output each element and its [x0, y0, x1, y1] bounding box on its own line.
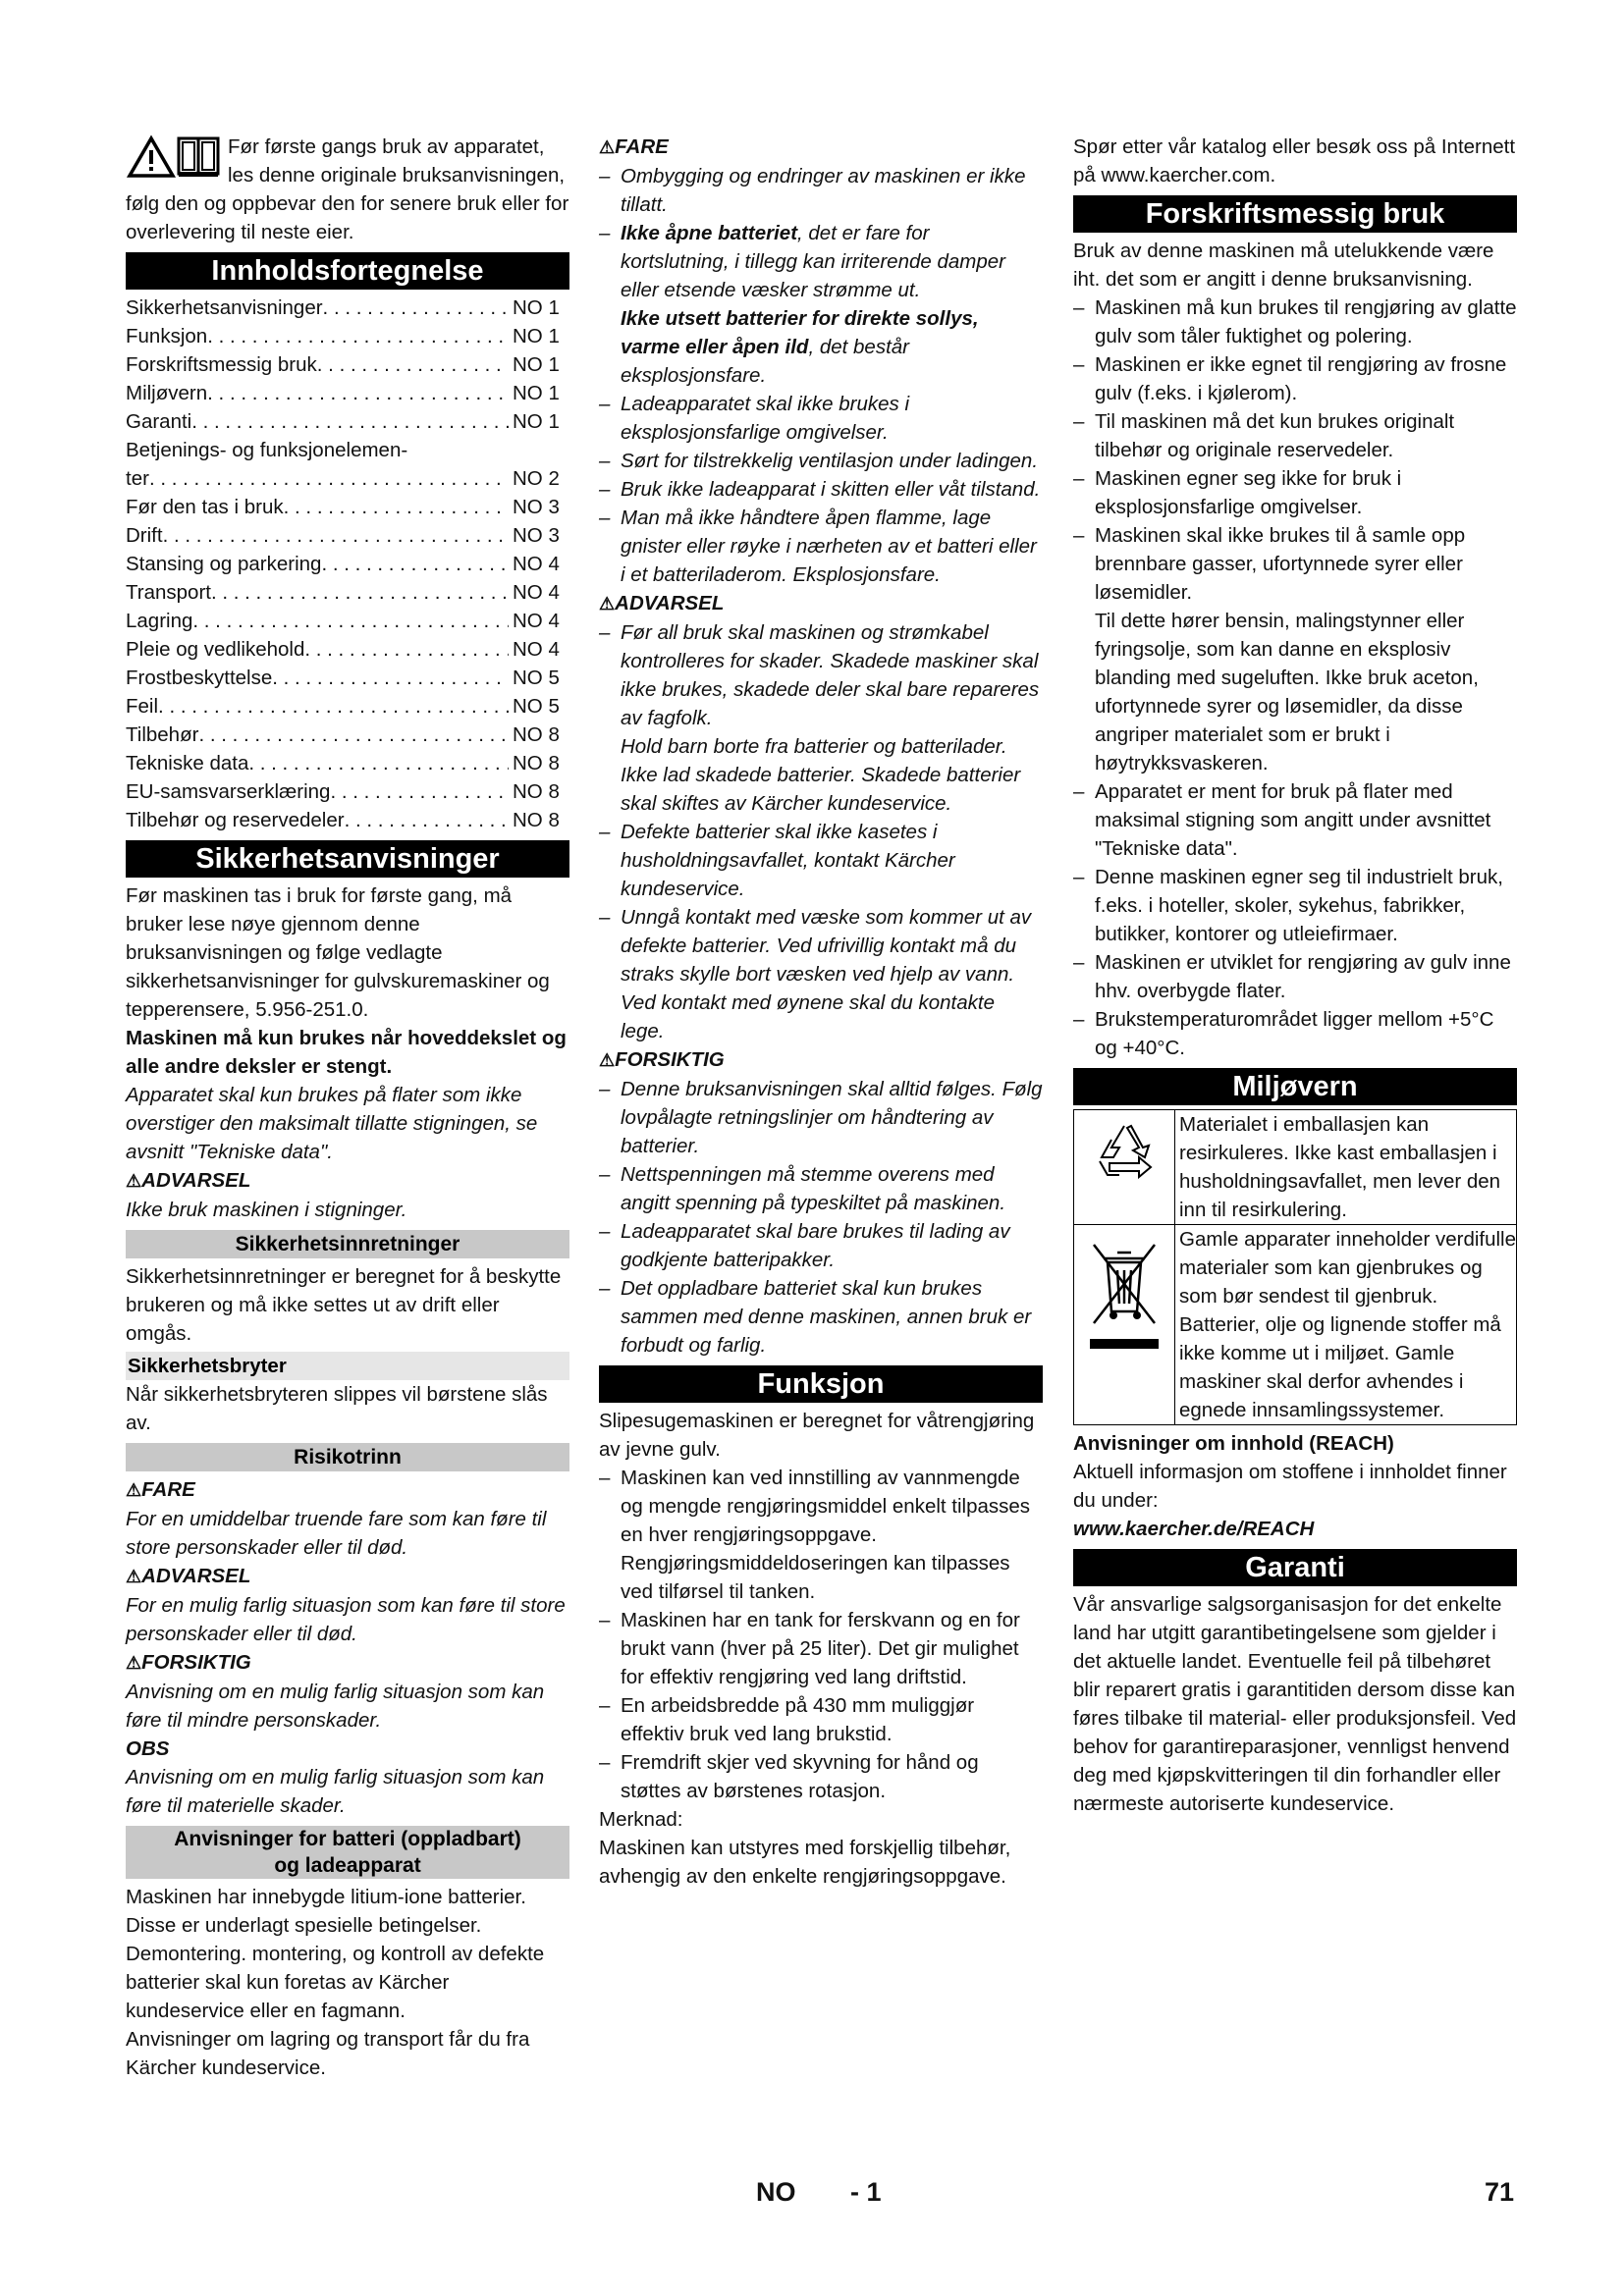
safety-warning-text: Ikke bruk maskinen i stigninger.: [126, 1199, 407, 1221]
toc-leader: [163, 521, 509, 550]
toc-row: [126, 379, 569, 407]
fare-list: [599, 162, 1043, 589]
toc-label: Feil: [126, 695, 159, 718]
advarsel-item-extra: Ikke lad skadede batterier. Skadede batterier skal skiftes av Kärcher kundeservice.: [621, 764, 1021, 815]
garanti-title: Garanti: [1073, 1549, 1517, 1586]
safety-switch-text: Når sikkerhetsbryteren slippes vil børstene slås av.: [126, 1383, 548, 1434]
toc-row: [126, 493, 569, 521]
funksjon-item-extra: Rengjøringsmiddeldoseringen kan tilpasses ved tilførsel til tanken.: [621, 1552, 1010, 1603]
toc-label: Stansing og parkering: [126, 553, 322, 575]
funksjon-title: Funksjon: [599, 1365, 1043, 1403]
column-3: [1073, 133, 1517, 1818]
fare-item-extra: [599, 304, 1043, 390]
advarsel-item: – Unngå kontakt med væske som kommer ut av defekte batterier. Ved ufrivillig kontakt må du straks skylle bort væsken ved hjelp av vann. Ved kontakt med øynene skal du kontakte lege.: [599, 903, 1043, 1045]
toc-list: [126, 294, 569, 834]
bruk-item: – Denne maskinen egner seg til industrielt bruk, f.eks. i hoteller, skoler, sykehus, fabrikker, butikker, kontorer og utleiefirmaer.: [1073, 863, 1517, 948]
toc-page: NO 8: [513, 809, 560, 831]
safety-title: Sikkerhetsanvisninger: [126, 840, 569, 878]
fare-item-lead: Ikke åpne batteriet: [621, 222, 798, 244]
toc-label: EU-samsvarserklæring: [126, 780, 331, 803]
toc-row: [126, 436, 569, 464]
weee-text: Gamle apparater inneholder verdifulle materialer som kan gjenbrukes og som bør sendest til gjenbruk. Batterier, olje og lignende stoffer må ikke komme ut i miljøet. Gamle maskiner skal derfor avhendes i egnede innsamlingssystemer.: [1175, 1224, 1516, 1424]
reach-title: Anvisninger om innhold (REACH): [1073, 1432, 1394, 1455]
footer-total-page: 71: [1485, 2177, 1515, 2207]
risk-label-text: FARE: [141, 1478, 195, 1501]
battery-text: Maskinen har innebygde litium-ione batterier. Disse er underlagt spesielle betingelser. Demontering. montering, og kontroll av defekte batterier skal kun foretas av Kärcher kundeservice eller en fagmann.: [126, 1886, 545, 2022]
toc-leader: [323, 294, 509, 322]
advarsel-item: – Før all bruk skal maskinen og strømkabel kontrolleres for skader. Skadede maskiner skal ikke brukes, skadede deler skal bare repareres av fagfolk.: [599, 618, 1043, 732]
recycle-icon: [1090, 1118, 1159, 1187]
bruk-item: – Maskinen skal ikke brukes til å samle opp brennbare gasser, ufortynnede syrer eller løsemidler.: [1073, 521, 1517, 607]
recycle-text: Materialet i emballasjen kan resirkuleres. Ikke kast emballasjen i husholdningsavfallet, men lever den inn til resirkulering.: [1179, 1113, 1501, 1221]
bruk-item: – Brukstemperaturområdet ligger mellom +5°C og +40°C.: [1073, 1005, 1517, 1062]
reach-url[interactable]: www.kaercher.de/REACH: [1073, 1518, 1315, 1540]
warning-triangle-icon: ⚠: [126, 1171, 142, 1191]
toc-label: Funksjon: [126, 325, 208, 347]
toc-row: [126, 407, 569, 436]
safety-intro: Før maskinen tas i bruk for første gang, må bruker lese nøye gjennom denne bruksanvisningen og følge vedlagte sikkerhetsanvisninger for gulvskuremaskiner og tepperensere, 5.956-251.0.: [126, 884, 550, 1021]
risk-list: [126, 1475, 569, 1820]
advarsel-label: ⚠ADVARSEL: [599, 592, 725, 614]
merknad-label: Merknad:: [599, 1808, 683, 1831]
risk-label: [126, 1648, 569, 1678]
toc-page: NO 8: [513, 723, 560, 746]
safety-covers-note: Maskinen må kun brukes når hoveddekslet og alle andre deksler er stengt.: [126, 1027, 567, 1078]
bruk-item: – Maskinen må kun brukes til rengjøring av glatte gulv som tåler fuktighet og polering.: [1073, 294, 1517, 350]
forsiktig-item: – Denne bruksanvisningen skal alltid følges. Følg lovpålagte retningslinjer om håndtering av batterier.: [599, 1075, 1043, 1160]
warning-triangle-icon: ⚠: [599, 1050, 616, 1070]
toc-leader: [211, 578, 509, 607]
toc-label: Forskriftsmessig bruk: [126, 353, 317, 376]
toc-leader: [149, 464, 509, 493]
fare-label: ⚠FARE: [599, 135, 669, 158]
forsiktig-label: ⚠FORSIKTIG: [599, 1048, 725, 1071]
advarsel-item-extra: Hold barn borte fra batterier og batterilader.: [621, 735, 1007, 758]
forsiktig-list: [599, 1075, 1043, 1360]
advarsel-list: [599, 618, 1043, 1045]
toc-row: [126, 777, 569, 806]
toc-leader: [330, 777, 509, 806]
crossed-bin-icon: [1080, 1233, 1168, 1361]
toc-page: NO 3: [513, 524, 560, 547]
fare-item: – Ladeapparatet skal ikke brukes i eksplosjonsfarlige omgivelser.: [599, 390, 1043, 447]
bruk-title: Forskriftsmessig bruk: [1073, 195, 1517, 233]
safety-warning-label: ⚠ADVARSEL: [126, 1169, 251, 1192]
toc-leader: [207, 322, 509, 350]
bruk-item-extra: Til dette hører bensin, malingstynner eller fyringsolje, som kan danne en eksplosiv blanding med sugeluften. Ikke bruk aceton, ufortynnede syrer og løsemidler, da disse angriper materialet som er brukt i høytrykksvaskeren.: [1095, 610, 1479, 774]
footer-lang: NO: [756, 2177, 796, 2207]
advarsel-item: – Defekte batterier skal ikke kasetes i husholdningsavfallet, kontakt Kärcher kundeservice.: [599, 818, 1043, 903]
risk-title: Risikotrinn: [126, 1443, 569, 1471]
toc-page: NO 1: [513, 325, 560, 347]
funksjon-item: – Fremdrift skjer ved skyvning for hånd og støttes av børstenes rotasjon.: [599, 1748, 1043, 1805]
bruk-item: – Apparatet er ment for bruk på flater med maksimal stigning som angitt under avsnittet "Tekniske data".: [1073, 777, 1517, 863]
merknad-text: Maskinen kan utstyres med forskjellig tilbehør, avhengig av den enkelte rengjøringsoppgave.: [599, 1837, 1011, 1888]
column-1: [126, 133, 569, 2082]
risk-label-text: OBS: [126, 1737, 170, 1760]
toc-row: [126, 464, 569, 493]
safety-switch-title: Sikkerhetsbryter: [126, 1352, 569, 1380]
toc-leader: [207, 379, 509, 407]
toc-page: NO 5: [513, 695, 560, 718]
warning-triangle-icon: ⚠: [599, 137, 616, 157]
toc-page: NO 1: [513, 353, 560, 376]
toc-label: Pleie og vedlikehold: [126, 638, 305, 661]
toc-label: Tilbehør og reservedeler: [126, 809, 345, 831]
risk-text: Anvisning om en mulig farlig situasjon som kan føre til mindre personskader.: [126, 1681, 545, 1732]
toc-label: Transport: [126, 581, 211, 604]
warning-triangle-icon: ⚠: [599, 594, 616, 614]
toc-row: [126, 322, 569, 350]
risk-label-text: ADVARSEL: [141, 1565, 251, 1587]
toc-page: NO 1: [513, 410, 560, 433]
toc-leader: [304, 635, 509, 664]
risk-text: For en mulig farlig situasjon som kan føre til store personskader eller til død.: [126, 1594, 566, 1645]
safety-devices-title: Sikkerhetsinnretninger: [126, 1230, 569, 1258]
forsiktig-item: – Ladeapparatet skal bare brukes til lading av godkjente batteripakker.: [599, 1217, 1043, 1274]
fare-item: – Man må ikke håndtere åpen flamme, lage gnister eller røyke i nærheten av et batteri eller i et batteriladerom. Eksplosjonsfare.: [599, 504, 1043, 589]
fare-item-lead: Ikke utsett batterier for direkte sollys, varme eller åpen ild: [621, 307, 979, 358]
battery-title: Anvisninger for batteri (oppladbart) og ladeapparat: [126, 1826, 569, 1879]
catalog-text: Spør etter vår katalog eller besøk oss på Internett på www.kaercher.com.: [1073, 135, 1516, 187]
risk-text: Anvisning om en mulig farlig situasjon som kan føre til materielle skader.: [126, 1766, 545, 1817]
intro-text: Før første gangs bruk av apparatet, les denne originale bruksanvisningen, følg den og oppbevar den for senere bruk eller for overlevering til neste eier.: [126, 135, 569, 243]
forsiktig-item: – Det oppladbare batteriet skal kun brukes sammen med denne maskinen, annen bruk er forbudt og farlig.: [599, 1274, 1043, 1360]
footer-page-num: - 1: [850, 2177, 882, 2207]
toc-label: Lagring: [126, 610, 193, 632]
toc-row: [126, 521, 569, 550]
bruk-item: – Maskinen egner seg ikke for bruk i eksplosjonsfarlige omgivelser.: [1073, 464, 1517, 521]
toc-row: [126, 721, 569, 749]
toc-page: NO 2: [513, 467, 560, 490]
toc-page: NO 8: [513, 752, 560, 774]
manual-book-icon: [179, 138, 218, 177]
fare-item-text: , det er fare for kortslutning, i tillegg kan irriterende damper eller etsende væsker strømme ut.: [621, 222, 1005, 301]
intro-icons: [126, 133, 224, 180]
toc-leader: [321, 550, 509, 578]
bruk-list: [1073, 294, 1517, 1062]
toc-leader: [284, 493, 509, 521]
toc-leader: [248, 749, 509, 777]
toc-label: Garanti: [126, 410, 192, 433]
toc-page: NO 5: [513, 667, 560, 689]
toc-label: Før den tas i bruk: [126, 496, 284, 518]
toc-leader: [158, 692, 509, 721]
toc-row: [126, 664, 569, 692]
battery-text-2: Anvisninger om lagring og transport får du fra Kärcher kundeservice.: [126, 2028, 530, 2079]
toc-page: NO 4: [513, 638, 560, 661]
toc-row: [126, 607, 569, 635]
safety-devices-text: Sikkerhetsinnretninger er beregnet for å beskytte brukeren og må ikke settes ut av drift eller omgås.: [126, 1265, 562, 1345]
toc-leader: [192, 607, 509, 635]
toc-page: NO 8: [513, 780, 560, 803]
bruk-item: – Maskinen er ikke egnet til rengjøring av frosne gulv (f.eks. i kjølerom).: [1073, 350, 1517, 407]
fare-item: – Sørt for tilstrekkelig ventilasjon under ladingen.: [599, 447, 1043, 475]
column-2: [599, 133, 1043, 1891]
toc-leader: [191, 407, 509, 436]
warning-triangle-icon: [130, 138, 173, 176]
warning-triangle-icon: ⚠: [126, 1480, 142, 1500]
toc-leader: [345, 806, 509, 834]
fare-item-text: , det består eksplosjonsfare.: [621, 336, 909, 387]
risk-label-text: FORSIKTIG: [141, 1651, 251, 1674]
toc-label: Miljøvern: [126, 382, 208, 404]
toc-page: NO 4: [513, 581, 560, 604]
toc-leader: [272, 664, 509, 692]
garanti-text: Vår ansvarlige salgsorganisasjon for det enkelte land har utgitt garantibetingelsene som gjelder i det aktuelle landet. Eventuelle feil på tilbehøret blir reparert gratis i garantitiden dersom disse kan føres tilbake til material- eller produksjonsfeil. Ved behov for garantireparasjoner, vennligst henvend deg med kjøpskvitteringen til din forhandler eller nærmeste autoriserte kundeservice.: [1073, 1593, 1517, 1815]
funksjon-text: Slipesugemaskinen er beregnet for våtrengjøring av jevne gulv.: [599, 1410, 1035, 1461]
miljo-title: Miljøvern: [1073, 1068, 1517, 1105]
risk-text: For en umiddelbar truende fare som kan føre til store personskader eller til død.: [126, 1508, 547, 1559]
bruk-item: – Til maskinen må det kun brukes originalt tilbehør og originale reservedeler.: [1073, 407, 1517, 464]
toc-label: ter: [126, 467, 149, 490]
warning-triangle-icon: ⚠: [126, 1653, 142, 1673]
toc-page: NO 1: [513, 382, 560, 404]
toc-label: Tilbehør: [126, 723, 199, 746]
toc-row: [126, 806, 569, 834]
toc-label: Frostbeskyttelse: [126, 667, 273, 689]
environment-table: [1073, 1109, 1517, 1425]
toc-page: NO 3: [513, 496, 560, 518]
toc-row: [126, 550, 569, 578]
toc-page: NO 4: [513, 553, 560, 575]
toc-row: [126, 635, 569, 664]
toc-leader: [317, 350, 509, 379]
toc-row: [126, 350, 569, 379]
toc-label: Drift: [126, 524, 163, 547]
risk-label: [126, 1475, 569, 1505]
forsiktig-item: – Nettspenningen må stemme overens med angitt spenning på typeskiltet på maskinen.: [599, 1160, 1043, 1217]
warning-triangle-icon: ⚠: [126, 1567, 142, 1586]
risk-label: [126, 1735, 569, 1763]
funksjon-item: – Maskinen har en tank for ferskvann og en for brukt vann (hver på 25 liter). Det gir mulighet for effektiv rengjøring ved lang driftstid.: [599, 1606, 1043, 1691]
toc-row: [126, 749, 569, 777]
bruk-item: – Maskinen er utviklet for rengjøring av gulv inne hhv. overbygde flater.: [1073, 948, 1517, 1005]
toc-leader: [198, 721, 509, 749]
recycle-cell: [1074, 1110, 1175, 1224]
risk-label: [126, 1562, 569, 1591]
funksjon-list: [599, 1464, 1043, 1805]
toc-page: NO 1: [513, 296, 560, 319]
warning-manual-icons: [126, 133, 224, 180]
fare-item: – Bruk ikke ladeapparat i skitten eller våt tilstand.: [599, 475, 1043, 504]
toc-label: Betjenings- og funksjonelemen-: [126, 439, 408, 461]
safety-slope-note: Apparatet skal kun brukes på flater som ikke overstiger den maksimalt tillatte stigningen, se avsnitt "Tekniske data".: [126, 1084, 538, 1163]
reach-text: Aktuell informasjon om stoffene i innholdet finner du under:: [1073, 1461, 1507, 1512]
toc-row: [126, 294, 569, 322]
fare-item: – Ombygging og endringer av maskinen er ikke tillatt.: [599, 162, 1043, 219]
fare-item: [599, 219, 1043, 304]
bruk-text: Bruk av denne maskinen må utelukkende være iht. det som er angitt i denne bruksanvisning.: [1073, 240, 1494, 291]
weee-cell: [1074, 1224, 1175, 1424]
toc-row: [126, 578, 569, 607]
toc-page: NO 4: [513, 610, 560, 632]
funksjon-item: – Maskinen kan ved innstilling av vannmengde og mengde rengjøringsmiddel enkelt tilpasses en hver rengjøringsoppgave.: [599, 1464, 1043, 1549]
intro-block: [126, 133, 569, 246]
toc-row: [126, 692, 569, 721]
funksjon-item: – En arbeidsbredde på 430 mm muliggjør effektiv bruk ved lang brukstid.: [599, 1691, 1043, 1748]
toc-label: Sikkerhetsanvisninger: [126, 296, 323, 319]
toc-title: Innholdsfortegnelse: [126, 252, 569, 290]
toc-label: Tekniske data: [126, 752, 249, 774]
